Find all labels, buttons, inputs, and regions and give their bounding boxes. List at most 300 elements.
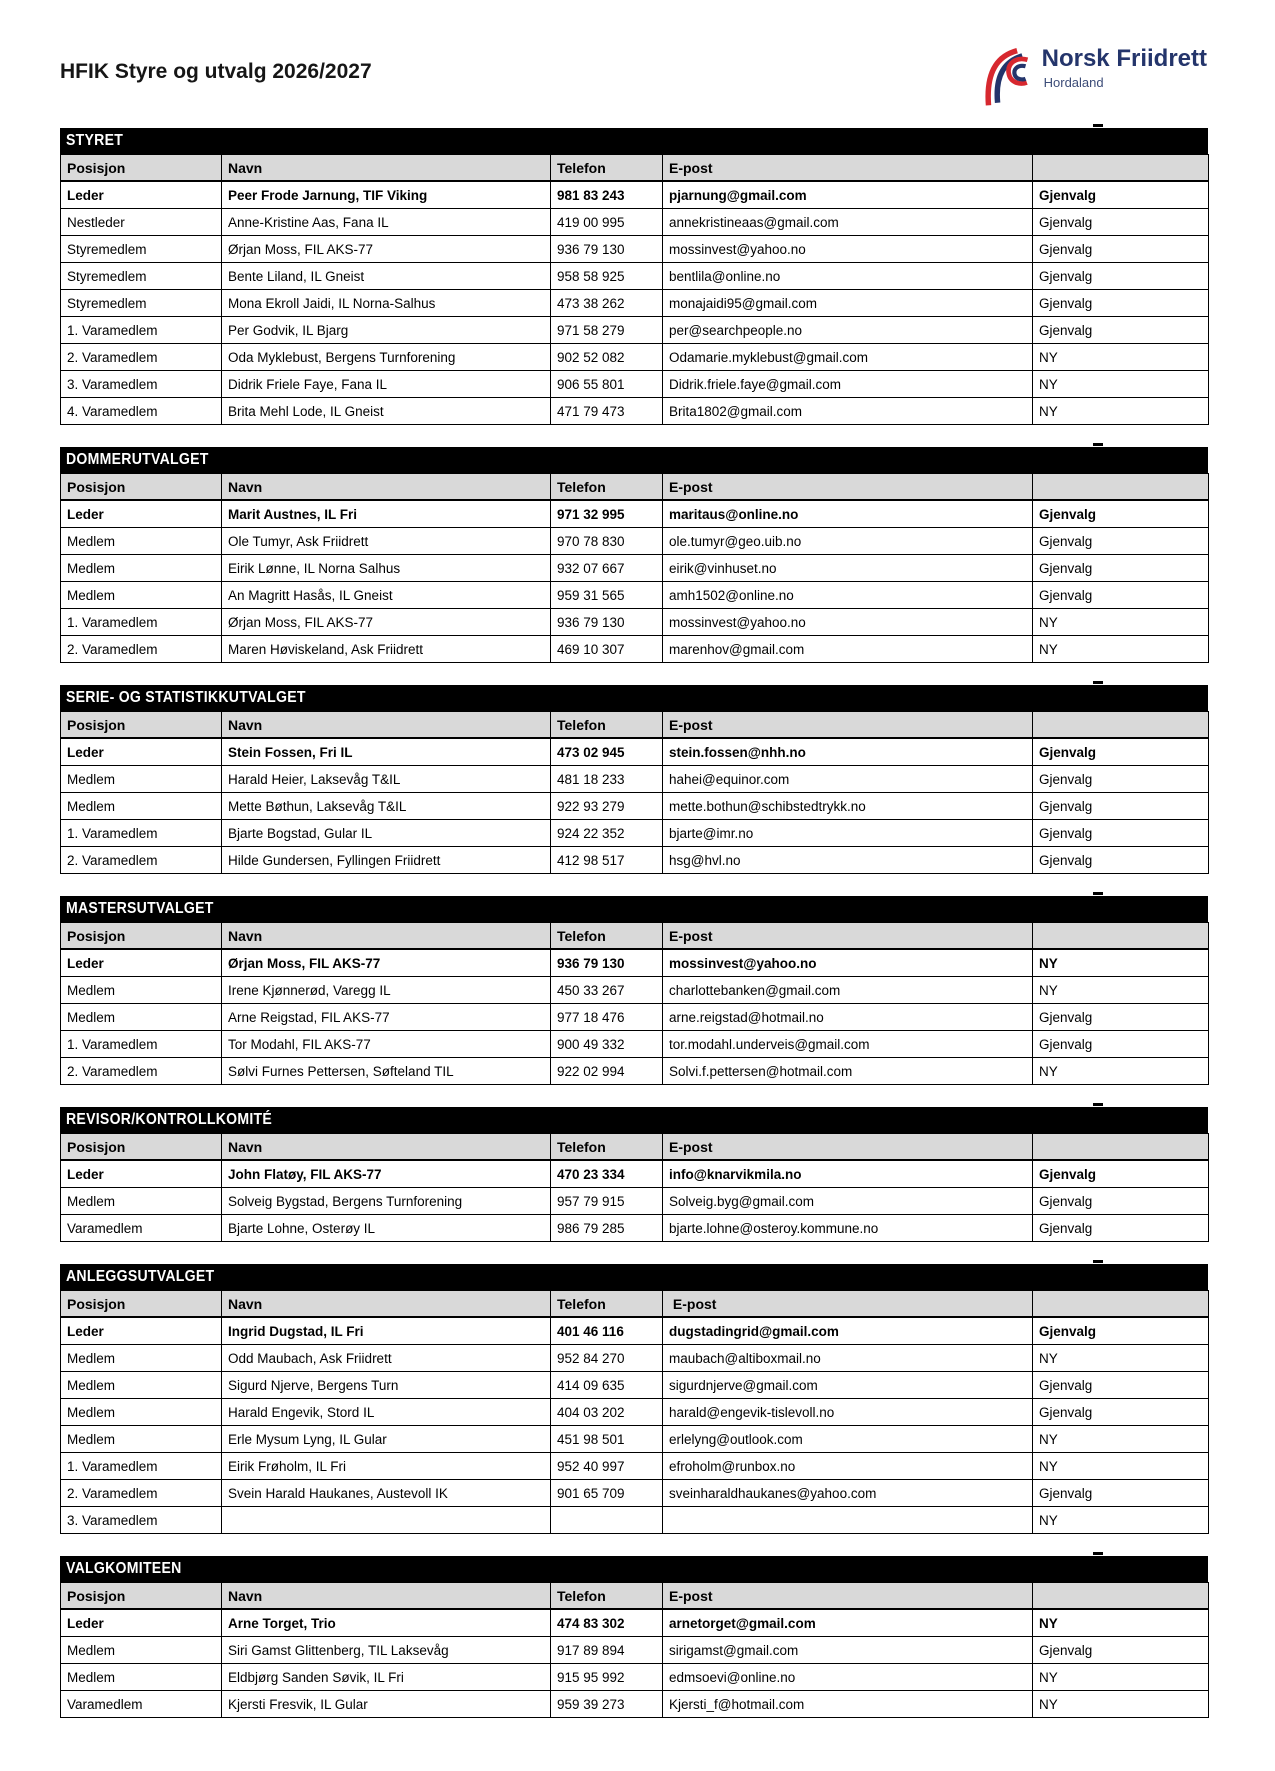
- status-cell: NY: [1033, 398, 1209, 425]
- position-cell: Medlem: [61, 582, 222, 609]
- column-header-row: [61, 923, 1209, 950]
- name-cell: Erle Mysum Lyng, IL Gular: [222, 1426, 551, 1453]
- position-cell: Medlem: [61, 1004, 222, 1031]
- table-row: [61, 500, 1209, 528]
- position-cell: 2. Varamedlem: [61, 847, 222, 874]
- position-cell: 2. Varamedlem: [61, 344, 222, 371]
- email-cell: erlelyng@outlook.com: [663, 1426, 1033, 1453]
- name-cell: Odd Maubach, Ask Friidrett: [222, 1345, 551, 1372]
- section-revisor-kontrollkomit-: [60, 1107, 1208, 1242]
- position-cell: Medlem: [61, 793, 222, 820]
- status-cell: Gjenvalg: [1033, 1317, 1209, 1345]
- position-cell: Medlem: [61, 555, 222, 582]
- phone-cell: 412 98 517: [551, 847, 663, 874]
- name-cell: Peer Frode Jarnung, TIF Viking: [222, 181, 551, 209]
- email-cell: info@knarvikmila.no: [663, 1160, 1033, 1188]
- table-row: [61, 371, 1209, 398]
- position-cell: Medlem: [61, 977, 222, 1004]
- status-cell: NY: [1033, 1058, 1209, 1085]
- name-cell: [222, 1507, 551, 1534]
- section-header-bar: [60, 1556, 1208, 1582]
- phone-cell: 419 00 995: [551, 209, 663, 236]
- position-cell: Medlem: [61, 1426, 222, 1453]
- column-header: [1033, 1134, 1209, 1161]
- status-cell: NY: [1033, 1691, 1209, 1718]
- email-cell: annekristineaas@gmail.com: [663, 209, 1033, 236]
- email-cell: bentlila@online.no: [663, 263, 1033, 290]
- column-header: Posisjon: [61, 474, 222, 501]
- phone-cell: 924 22 352: [551, 820, 663, 847]
- section-mastersutvalget: [60, 896, 1208, 1085]
- status-cell: Gjenvalg: [1033, 1372, 1209, 1399]
- table-row: [61, 609, 1209, 636]
- table-row: [61, 1507, 1209, 1534]
- section-header-bar: [60, 896, 1208, 922]
- position-cell: Medlem: [61, 1345, 222, 1372]
- name-cell: Marit Austnes, IL Fri: [222, 500, 551, 528]
- name-cell: Harald Heier, Laksevåg T&IL: [222, 766, 551, 793]
- phone-cell: 901 65 709: [551, 1480, 663, 1507]
- name-cell: Arne Torget, Trio: [222, 1609, 551, 1637]
- position-cell: Leder: [61, 181, 222, 209]
- column-header: Posisjon: [61, 712, 222, 739]
- status-cell: NY: [1033, 344, 1209, 371]
- name-cell: John Flatøy, FIL AKS-77: [222, 1160, 551, 1188]
- position-cell: 3. Varamedlem: [61, 371, 222, 398]
- phone-cell: 451 98 501: [551, 1426, 663, 1453]
- position-cell: Medlem: [61, 1664, 222, 1691]
- email-cell: mossinvest@yahoo.no: [663, 949, 1033, 977]
- name-cell: Per Godvik, IL Bjarg: [222, 317, 551, 344]
- table-row: [61, 344, 1209, 371]
- position-cell: 1. Varamedlem: [61, 1453, 222, 1480]
- phone-cell: 981 83 243: [551, 181, 663, 209]
- name-cell: Arne Reigstad, FIL AKS-77: [222, 1004, 551, 1031]
- section-styret: [60, 128, 1208, 425]
- section-header-bar: [60, 128, 1208, 154]
- name-cell: Siri Gamst Glittenberg, TIL Laksevåg: [222, 1637, 551, 1664]
- phone-cell: 906 55 801: [551, 371, 663, 398]
- status-cell: Gjenvalg: [1033, 1480, 1209, 1507]
- column-header: Telefon: [551, 155, 663, 182]
- status-cell: NY: [1033, 1426, 1209, 1453]
- phone-cell: 450 33 267: [551, 977, 663, 1004]
- email-cell: marenhov@gmail.com: [663, 636, 1033, 663]
- name-cell: Hilde Gundersen, Fyllingen Friidrett: [222, 847, 551, 874]
- name-cell: Harald Engevik, Stord IL: [222, 1399, 551, 1426]
- table-row: [61, 181, 1209, 209]
- status-cell: Gjenvalg: [1033, 1399, 1209, 1426]
- phone-cell: [551, 1507, 663, 1534]
- status-cell: Gjenvalg: [1033, 263, 1209, 290]
- name-cell: Stein Fossen, Fri IL: [222, 738, 551, 766]
- column-header: Posisjon: [61, 155, 222, 182]
- email-cell: sveinharaldhaukanes@yahoo.com: [663, 1480, 1033, 1507]
- name-cell: Irene Kjønnerød, Varegg IL: [222, 977, 551, 1004]
- logo-region: Hordaland: [1043, 75, 1104, 91]
- position-cell: Nestleder: [61, 209, 222, 236]
- column-header: Navn: [222, 474, 551, 501]
- position-cell: Styremedlem: [61, 290, 222, 317]
- position-cell: Medlem: [61, 1637, 222, 1664]
- status-cell: Gjenvalg: [1033, 1004, 1209, 1031]
- position-cell: 2. Varamedlem: [61, 1480, 222, 1507]
- email-cell: maritaus@online.no: [663, 500, 1033, 528]
- section-header-bar: [60, 685, 1208, 711]
- status-cell: Gjenvalg: [1033, 209, 1209, 236]
- email-cell: Brita1802@gmail.com: [663, 398, 1033, 425]
- logo-text: [1042, 46, 1207, 90]
- table-row: [61, 1317, 1209, 1345]
- table-row: [61, 1215, 1209, 1242]
- column-header: Navn: [222, 1134, 551, 1161]
- phone-cell: 986 79 285: [551, 1215, 663, 1242]
- position-cell: 1. Varamedlem: [61, 609, 222, 636]
- status-cell: NY: [1033, 1453, 1209, 1480]
- position-cell: Leder: [61, 949, 222, 977]
- section-title: STYRET: [66, 132, 124, 149]
- committee-table: [60, 711, 1209, 874]
- status-cell: NY: [1033, 949, 1209, 977]
- status-cell: NY: [1033, 1664, 1209, 1691]
- table-row: [61, 1160, 1209, 1188]
- email-cell: mossinvest@yahoo.no: [663, 236, 1033, 263]
- position-cell: 3. Varamedlem: [61, 1507, 222, 1534]
- email-cell: arne.reigstad@hotmail.no: [663, 1004, 1033, 1031]
- table-row: [61, 263, 1209, 290]
- committee-table: [60, 922, 1209, 1085]
- column-header: Telefon: [551, 1134, 663, 1161]
- name-cell: Kjersti Fresvik, IL Gular: [222, 1691, 551, 1718]
- name-cell: Eldbjørg Sanden Søvik, IL Fri: [222, 1664, 551, 1691]
- phone-cell: 977 18 476: [551, 1004, 663, 1031]
- name-cell: Ingrid Dugstad, IL Fri: [222, 1317, 551, 1345]
- phone-cell: 922 02 994: [551, 1058, 663, 1085]
- phone-cell: 971 32 995: [551, 500, 663, 528]
- email-cell: edmsoevi@online.no: [663, 1664, 1033, 1691]
- column-header: Navn: [222, 923, 551, 950]
- column-header: Posisjon: [61, 1583, 222, 1610]
- status-cell: Gjenvalg: [1033, 1160, 1209, 1188]
- status-cell: NY: [1033, 977, 1209, 1004]
- section-header-bar: [60, 447, 1208, 473]
- section-title: REVISOR/KONTROLLKOMITÉ: [66, 1111, 273, 1128]
- phone-cell: 469 10 307: [551, 636, 663, 663]
- email-cell: Odamarie.myklebust@gmail.com: [663, 344, 1033, 371]
- name-cell: Ole Tumyr, Ask Friidrett: [222, 528, 551, 555]
- name-cell: Sølvi Furnes Pettersen, Søfteland TIL: [222, 1058, 551, 1085]
- table-row: [61, 1664, 1209, 1691]
- position-cell: Medlem: [61, 1372, 222, 1399]
- table-row: [61, 1372, 1209, 1399]
- table-row: [61, 1031, 1209, 1058]
- phone-cell: 404 03 202: [551, 1399, 663, 1426]
- position-cell: Medlem: [61, 1399, 222, 1426]
- phone-cell: 481 18 233: [551, 766, 663, 793]
- position-cell: 1. Varamedlem: [61, 317, 222, 344]
- email-cell: Solveig.byg@gmail.com: [663, 1188, 1033, 1215]
- norsk-friidrett-logo: [982, 46, 1207, 108]
- table-row: [61, 1480, 1209, 1507]
- name-cell: An Magritt Hasås, IL Gneist: [222, 582, 551, 609]
- table-row: [61, 793, 1209, 820]
- position-cell: 1. Varamedlem: [61, 820, 222, 847]
- name-cell: Maren Høviskeland, Ask Friidrett: [222, 636, 551, 663]
- table-row: [61, 398, 1209, 425]
- phone-cell: 900 49 332: [551, 1031, 663, 1058]
- email-cell: per@searchpeople.no: [663, 317, 1033, 344]
- table-row: [61, 949, 1209, 977]
- table-row: [61, 317, 1209, 344]
- table-row: [61, 290, 1209, 317]
- column-header-row: [61, 1291, 1209, 1318]
- document-header: [0, 0, 1275, 128]
- column-header: [1033, 1583, 1209, 1610]
- status-cell: Gjenvalg: [1033, 1031, 1209, 1058]
- section-serie-og-statistikkutvalget: [60, 685, 1208, 874]
- column-header: Telefon: [551, 923, 663, 950]
- email-cell: Solvi.f.pettersen@hotmail.com: [663, 1058, 1033, 1085]
- position-cell: Medlem: [61, 528, 222, 555]
- section-title: SERIE- OG STATISTIKKUTVALGET: [66, 689, 306, 706]
- phone-cell: 952 84 270: [551, 1345, 663, 1372]
- column-header: E-post: [663, 1583, 1033, 1610]
- email-cell: sigurdnjerve@gmail.com: [663, 1372, 1033, 1399]
- committee-table: [60, 1582, 1209, 1718]
- phone-cell: 917 89 894: [551, 1637, 663, 1664]
- phone-cell: 936 79 130: [551, 949, 663, 977]
- column-header: Navn: [222, 712, 551, 739]
- name-cell: Mona Ekroll Jaidi, IL Norna-Salhus: [222, 290, 551, 317]
- table-row: [61, 738, 1209, 766]
- email-cell: mossinvest@yahoo.no: [663, 609, 1033, 636]
- column-header: [1033, 155, 1209, 182]
- position-cell: 2. Varamedlem: [61, 636, 222, 663]
- column-header-row: [61, 1134, 1209, 1161]
- section-title: ANLEGGSUTVALGET: [66, 1268, 215, 1285]
- status-cell: Gjenvalg: [1033, 528, 1209, 555]
- status-cell: Gjenvalg: [1033, 582, 1209, 609]
- email-cell: eirik@vinhuset.no: [663, 555, 1033, 582]
- column-header: E-post: [663, 712, 1033, 739]
- table-row: [61, 847, 1209, 874]
- email-cell: dugstadingrid@gmail.com: [663, 1317, 1033, 1345]
- name-cell: Ørjan Moss, FIL AKS-77: [222, 949, 551, 977]
- name-cell: Ørjan Moss, FIL AKS-77: [222, 609, 551, 636]
- position-cell: Leder: [61, 738, 222, 766]
- table-row: [61, 209, 1209, 236]
- committee-sections: [0, 128, 1275, 1718]
- column-header: E-post: [663, 1134, 1033, 1161]
- table-row: [61, 1453, 1209, 1480]
- phone-cell: 902 52 082: [551, 344, 663, 371]
- email-cell: monajaidi95@gmail.com: [663, 290, 1033, 317]
- email-cell: ole.tumyr@geo.uib.no: [663, 528, 1033, 555]
- position-cell: Leder: [61, 1317, 222, 1345]
- phone-cell: 958 58 925: [551, 263, 663, 290]
- table-row: [61, 1004, 1209, 1031]
- committee-table: [60, 1133, 1209, 1242]
- email-cell: hahei@equinor.com: [663, 766, 1033, 793]
- status-cell: NY: [1033, 1609, 1209, 1637]
- table-row: [61, 977, 1209, 1004]
- email-cell: Kjersti_f@hotmail.com: [663, 1691, 1033, 1718]
- position-cell: Styremedlem: [61, 236, 222, 263]
- phone-cell: 959 31 565: [551, 582, 663, 609]
- phone-cell: 936 79 130: [551, 609, 663, 636]
- email-cell: bjarte@imr.no: [663, 820, 1033, 847]
- column-header-row: [61, 474, 1209, 501]
- position-cell: Varamedlem: [61, 1691, 222, 1718]
- table-row: [61, 1058, 1209, 1085]
- name-cell: Tor Modahl, FIL AKS-77: [222, 1031, 551, 1058]
- section-header-bar: [60, 1264, 1208, 1290]
- table-row: [61, 236, 1209, 263]
- table-row: [61, 1609, 1209, 1637]
- email-cell: arnetorget@gmail.com: [663, 1609, 1033, 1637]
- phone-cell: 473 38 262: [551, 290, 663, 317]
- position-cell: Styremedlem: [61, 263, 222, 290]
- table-row: [61, 1691, 1209, 1718]
- table-row: [61, 1426, 1209, 1453]
- status-cell: NY: [1033, 609, 1209, 636]
- section-dommerutvalget: [60, 447, 1208, 663]
- table-row: [61, 636, 1209, 663]
- status-cell: Gjenvalg: [1033, 738, 1209, 766]
- phone-cell: 922 93 279: [551, 793, 663, 820]
- position-cell: 2. Varamedlem: [61, 1058, 222, 1085]
- status-cell: Gjenvalg: [1033, 793, 1209, 820]
- column-header: [1033, 712, 1209, 739]
- status-cell: Gjenvalg: [1033, 1215, 1209, 1242]
- email-cell: amh1502@online.no: [663, 582, 1033, 609]
- table-row: [61, 1188, 1209, 1215]
- column-header: Posisjon: [61, 923, 222, 950]
- column-header: [1033, 1291, 1209, 1318]
- column-header: [1033, 474, 1209, 501]
- email-cell: efroholm@runbox.no: [663, 1453, 1033, 1480]
- email-cell: sirigamst@gmail.com: [663, 1637, 1033, 1664]
- section-title: MASTERSUTVALGET: [66, 900, 214, 917]
- status-cell: Gjenvalg: [1033, 1188, 1209, 1215]
- name-cell: Ørjan Moss, FIL AKS-77: [222, 236, 551, 263]
- position-cell: Leder: [61, 1609, 222, 1637]
- status-cell: Gjenvalg: [1033, 290, 1209, 317]
- phone-cell: 474 83 302: [551, 1609, 663, 1637]
- status-cell: Gjenvalg: [1033, 1637, 1209, 1664]
- email-cell: stein.fossen@nhh.no: [663, 738, 1033, 766]
- section-title: VALGKOMITEEN: [66, 1560, 182, 1577]
- table-row: [61, 766, 1209, 793]
- column-header: Posisjon: [61, 1134, 222, 1161]
- email-cell: harald@engevik-tislevoll.no: [663, 1399, 1033, 1426]
- position-cell: Leder: [61, 500, 222, 528]
- phone-cell: 959 39 273: [551, 1691, 663, 1718]
- table-row: [61, 1345, 1209, 1372]
- column-header: Navn: [222, 1291, 551, 1318]
- status-cell: Gjenvalg: [1033, 820, 1209, 847]
- phone-cell: 970 78 830: [551, 528, 663, 555]
- status-cell: Gjenvalg: [1033, 555, 1209, 582]
- phone-cell: 414 09 635: [551, 1372, 663, 1399]
- column-header: E-post: [663, 155, 1033, 182]
- page-title: HFIK Styre og utvalg 2026/2027: [60, 60, 372, 83]
- email-cell: pjarnung@gmail.com: [663, 181, 1033, 209]
- email-cell: bjarte.lohne@osteroy.kommune.no: [663, 1215, 1033, 1242]
- status-cell: NY: [1033, 1345, 1209, 1372]
- phone-cell: 971 58 279: [551, 317, 663, 344]
- column-header: E-post: [663, 923, 1033, 950]
- phone-cell: 470 23 334: [551, 1160, 663, 1188]
- logo-brand: Norsk Friidrett: [1041, 45, 1207, 72]
- name-cell: Solveig Bygstad, Bergens Turnforening: [222, 1188, 551, 1215]
- status-cell: Gjenvalg: [1033, 181, 1209, 209]
- column-header-row: [61, 1583, 1209, 1610]
- name-cell: Mette Bøthun, Laksevåg T&IL: [222, 793, 551, 820]
- section-anleggsutvalget: [60, 1264, 1208, 1534]
- status-cell: Gjenvalg: [1033, 236, 1209, 263]
- email-cell: mette.bothun@schibstedtrykk.no: [663, 793, 1033, 820]
- column-header: E-post: [663, 1291, 1033, 1318]
- name-cell: Anne-Kristine Aas, Fana IL: [222, 209, 551, 236]
- column-header: E-post: [663, 474, 1033, 501]
- name-cell: Brita Mehl Lode, IL Gneist: [222, 398, 551, 425]
- email-cell: charlottebanken@gmail.com: [663, 977, 1033, 1004]
- position-cell: Medlem: [61, 766, 222, 793]
- name-cell: Didrik Friele Faye, Fana IL: [222, 371, 551, 398]
- column-header: Telefon: [551, 1583, 663, 1610]
- column-header: Telefon: [551, 1291, 663, 1318]
- email-cell: hsg@hvl.no: [663, 847, 1033, 874]
- table-row: [61, 528, 1209, 555]
- table-row: [61, 1399, 1209, 1426]
- status-cell: NY: [1033, 371, 1209, 398]
- position-cell: Leder: [61, 1160, 222, 1188]
- position-cell: Medlem: [61, 1188, 222, 1215]
- table-row: [61, 582, 1209, 609]
- position-cell: 1. Varamedlem: [61, 1031, 222, 1058]
- column-header: Telefon: [551, 712, 663, 739]
- status-cell: Gjenvalg: [1033, 317, 1209, 344]
- norsk-friidrett-logo-icon: [982, 48, 1034, 108]
- column-header-row: [61, 712, 1209, 739]
- column-header: Posisjon: [61, 1291, 222, 1318]
- status-cell: Gjenvalg: [1033, 500, 1209, 528]
- name-cell: Bente Liland, IL Gneist: [222, 263, 551, 290]
- committee-table: [60, 1290, 1209, 1534]
- email-cell: Didrik.friele.faye@gmail.com: [663, 371, 1033, 398]
- status-cell: Gjenvalg: [1033, 766, 1209, 793]
- phone-cell: 473 02 945: [551, 738, 663, 766]
- phone-cell: 952 40 997: [551, 1453, 663, 1480]
- phone-cell: 915 95 992: [551, 1664, 663, 1691]
- phone-cell: 471 79 473: [551, 398, 663, 425]
- status-cell: NY: [1033, 1507, 1209, 1534]
- column-header: Navn: [222, 155, 551, 182]
- position-cell: 4. Varamedlem: [61, 398, 222, 425]
- phone-cell: 401 46 116: [551, 1317, 663, 1345]
- section-valgkomiteen: [60, 1556, 1208, 1718]
- column-header: Telefon: [551, 474, 663, 501]
- email-cell: maubach@altiboxmail.no: [663, 1345, 1033, 1372]
- position-cell: Varamedlem: [61, 1215, 222, 1242]
- table-row: [61, 555, 1209, 582]
- phone-cell: 932 07 667: [551, 555, 663, 582]
- section-header-bar: [60, 1107, 1208, 1133]
- section-title: DOMMERUTVALGET: [66, 451, 209, 468]
- name-cell: Eirik Frøholm, IL Fri: [222, 1453, 551, 1480]
- committee-table: [60, 473, 1209, 663]
